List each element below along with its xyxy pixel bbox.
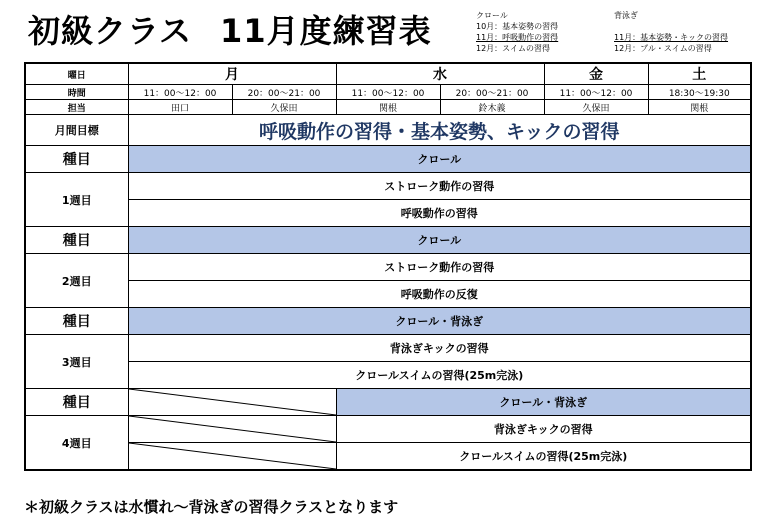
day-friday: 金 [544,63,648,85]
week-item: 背泳ぎキックの習得 [128,335,751,362]
crawl-notes [476,10,558,54]
type-label: 種目 [25,146,128,173]
week-row [25,443,751,471]
type-row [25,389,751,416]
week-row [25,416,751,443]
type-label: 種目 [25,389,128,416]
staff-cell: 関根 [648,100,751,115]
staff-label: 担当 [25,100,128,115]
staff-row [25,100,751,115]
week-item: ストローク動作の習得 [128,254,751,281]
time-cell: 11：00〜12：00 [128,85,232,100]
crossed-out-cell [128,443,336,471]
time-row [25,85,751,100]
type-row [25,308,751,335]
staff-cell: 久保田 [544,100,648,115]
goal-text: 呼吸動作の習得・基本姿勢、キックの習得 [128,115,751,146]
week-item: 背泳ぎキックの習得 [336,416,751,443]
day-saturday: 土 [648,63,751,85]
week-row [25,254,751,281]
strike-line [129,389,336,415]
staff-cell: 鈴木義 [440,100,544,115]
time-cell: 20：00〜21：00 [440,85,544,100]
week-label: 3週目 [25,335,128,389]
time-label: 時間 [25,85,128,100]
crossed-out-cell [128,389,336,416]
backstroke-note-dec: 12月：プル・スイムの習得 [614,44,712,53]
type-row [25,146,751,173]
strike-line [129,416,336,442]
type-value: クロール・背泳ぎ [336,389,751,416]
type-label: 種目 [25,308,128,335]
week-row [25,281,751,308]
page-title: 初級クラス 11月度練習表 [28,12,432,50]
time-cell: 18:30〜19:30 [648,85,751,100]
week-label: 4週目 [25,416,128,471]
week-row [25,173,751,200]
type-value: クロール [128,146,751,173]
day-wednesday: 水 [336,63,544,85]
staff-cell: 関根 [336,100,440,115]
week-item: クロールスイムの習得(25m完泳) [336,443,751,471]
time-cell: 11：00〜12：00 [544,85,648,100]
time-cell: 20：00〜21：00 [232,85,336,100]
crawl-note-nov: 11月：呼吸動作の習得 [476,33,559,42]
day-monday: 月 [128,63,336,85]
backstroke-notes-heading: 背泳ぎ [614,11,638,20]
crawl-notes-heading: クロール [476,11,508,20]
week-row [25,362,751,389]
goal-row [25,115,751,146]
staff-cell: 田口 [128,100,232,115]
crossed-out-cell [128,416,336,443]
week-label: 1週目 [25,173,128,227]
backstroke-note-nov: 11月：基本姿勢・キックの習得 [614,33,729,42]
time-cell: 11：00〜12：00 [336,85,440,100]
week-row [25,200,751,227]
footer-note: ＊初級クラスは水慣れ〜背泳ぎの習得クラスとなります [24,498,399,516]
week-item: ストローク動作の習得 [128,173,751,200]
week-label: 2週目 [25,254,128,308]
week-item: 呼吸動作の反復 [128,281,751,308]
week-item: 呼吸動作の習得 [128,200,751,227]
type-label: 種目 [25,227,128,254]
staff-cell: 久保田 [232,100,336,115]
crawl-note-dec: 12月：スイムの習得 [476,44,551,53]
type-row [25,227,751,254]
backstroke-notes [614,10,728,54]
day-label: 曜日 [25,63,128,85]
day-row [25,63,751,85]
week-row [25,335,751,362]
goal-label: 月間目標 [25,115,128,146]
type-value: クロール・背泳ぎ [128,308,751,335]
crawl-note-oct: 10月：基本姿勢の習得 [476,22,559,31]
schedule-table [24,62,752,471]
type-value: クロール [128,227,751,254]
week-item: クロールスイムの習得(25m完泳) [128,362,751,389]
strike-line [129,443,336,469]
